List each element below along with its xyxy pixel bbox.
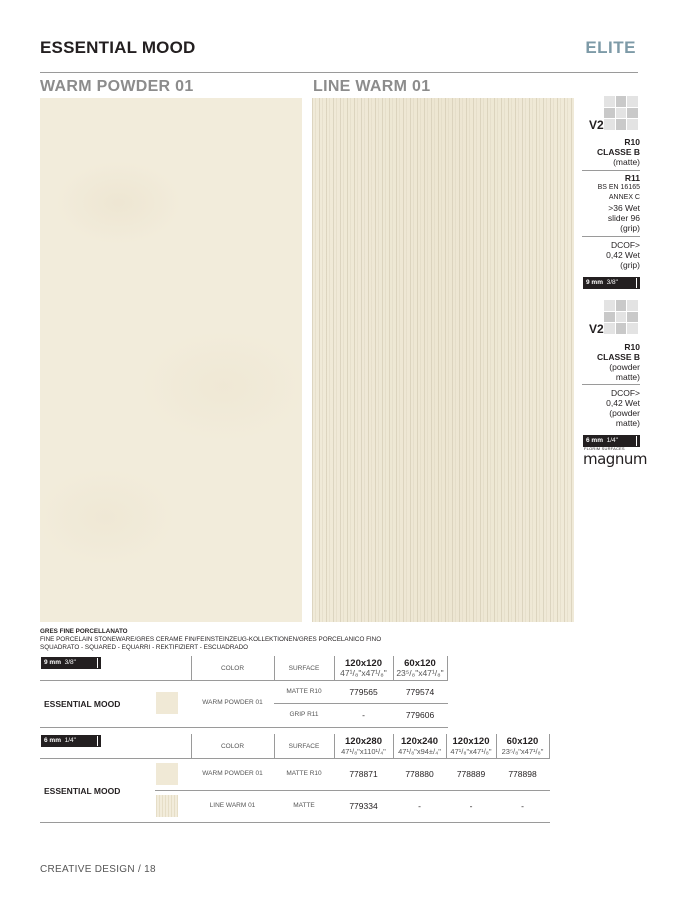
header-divider [40,72,638,73]
collection-name: ESSENTIAL MOOD [44,786,121,796]
col-header-size: 120x240 47¹/₈"x94±/₄" [398,736,441,756]
thickness-badge-9mm: 9 mm 3/8" [583,277,640,289]
surface-name: GRIP R11 [289,711,319,718]
dcof-rating: DCOF> 0,42 Wet (powder matte) [606,388,640,428]
article-code: - [418,801,421,811]
slip-rating-r10: R10 CLASSE B (matte) [597,137,640,167]
article-code: 778871 [349,769,378,779]
product-title-line-warm: LINE WARM 01 [313,78,431,95]
col-header-surface: SURFACE [288,743,320,750]
slip-rating-r11: R11 BS EN 16165 ANNEX C >36 Wet slider 96 (grip) [597,173,640,233]
spec-title: GRES FINE PORCELLANATO [40,628,128,635]
color-name: LINE WARM 01 [209,802,256,809]
surface-name: MATTE [293,802,315,809]
thickness-badge-6mm: 6 mm 1/4" [583,435,640,447]
color-name: WARM POWDER 01 [202,699,263,706]
spec-edge: SQUADRATO - SQUARED - EQUARRI - REKTIFIZIERT - ESCUADRADO [40,644,249,651]
page-footer: CREATIVE DESIGN / 18 [40,864,156,875]
article-code: - [521,801,524,811]
article-code: 779574 [405,687,435,697]
surface-name: MATTE R10 [286,688,322,695]
v2-label: V2 [589,118,604,132]
thickness-badge-9mm: 9 mm 3/8" [41,657,101,669]
v2-label: V2 [589,322,604,336]
page-title: ESSENTIAL MOOD [40,38,196,57]
article-code: 779565 [349,687,378,697]
spec-material: FINE PORCELAIN STONEWARE/GRES CERAME FIN/FEINSTEINZEUG-KOLLEKTIONEN/GRES PORCELANICO FINO [40,636,382,643]
magnum-logo: magnum [583,450,647,468]
article-code: 778880 [405,769,434,779]
col-header-size: 120x120 47¹/₈"x47¹/₈" [340,658,387,678]
article-code: - [469,801,473,811]
col-header-size: 120x120 47¹/₈"x47¹/₈" [450,736,492,756]
col-header-surface: SURFACE [288,665,320,672]
color-chip-line-warm [156,795,178,817]
brand-name: ELITE [585,38,636,57]
swatch-warm-powder [40,98,302,622]
dcof-rating: DCOF> 0,42 Wet (grip) [606,240,640,270]
article-code: - [362,710,365,720]
col-header-size: 60x120 23⁵/₈"x47¹/₈" [396,658,444,678]
article-code: 778889 [456,769,486,779]
v2-shade-variation-icon [604,300,638,334]
slip-rating-r10: R10 CLASSE B (powder matte) [597,342,640,382]
col-header-color: COLOR [220,743,245,750]
color-chip-warm-powder [156,692,178,714]
article-code: 779606 [405,710,435,720]
thickness-badge-6mm: 6 mm 1/4" [41,735,101,747]
article-code: 779334 [349,801,378,811]
col-header-size: 120x280 47¹/₈"x110¹/₄" [341,736,386,756]
swatch-line-warm [312,98,574,622]
article-code: 778898 [508,769,537,779]
collection-name: ESSENTIAL MOOD [44,699,121,709]
color-chip-warm-powder [156,763,178,785]
magnum-logo-caption: FLORIM SURFACES [584,446,625,451]
product-title-warm-powder: WARM POWDER 01 [40,78,194,95]
col-header-color: COLOR [220,665,245,672]
color-name: WARM POWDER 01 [202,770,263,777]
surface-name: MATTE R10 [286,770,322,777]
v2-shade-variation-icon [604,96,638,130]
col-header-size: 60x120 23⁵/₈"x47¹/₈" [501,736,544,756]
